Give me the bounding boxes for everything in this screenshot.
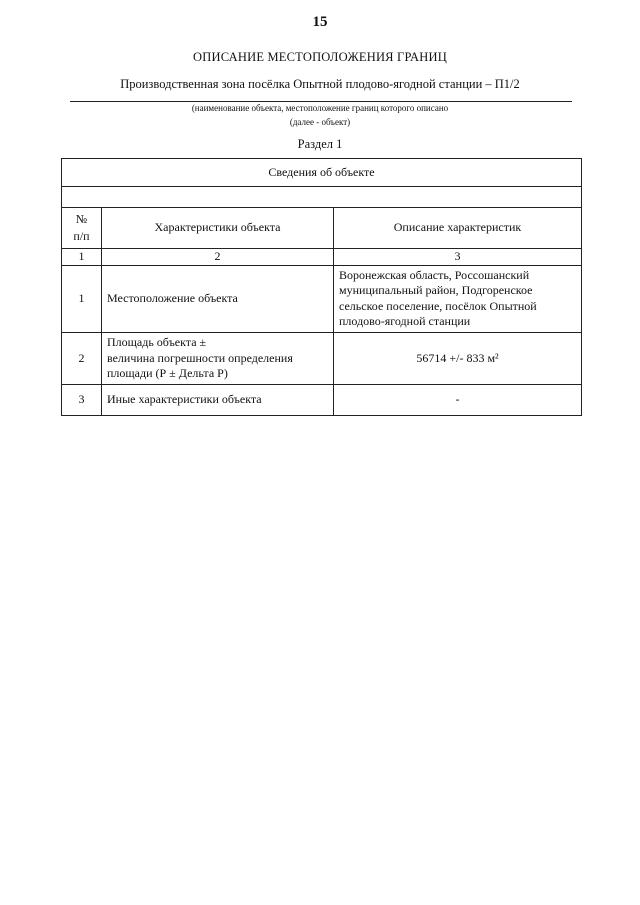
object-name-caption-2: (далее - объект) [289,117,351,127]
table-row [62,384,582,415]
row-description: - [334,384,582,415]
row-description: 56714 +/- 833 м² [334,332,582,384]
object-name-caption: (наименование объекта, местоположение границ которого описано [191,103,449,113]
underline-rule [70,101,572,102]
column-header-number: № п/п [62,208,102,249]
page-number: 15 [312,14,328,30]
row-characteristic: Местоположение объекта [102,265,334,332]
row-description: Воронежская область, Россошанский муниципальный район, Подгоренское сельское поселение, посёлок Опытной плодово-ягодной станции [334,265,582,332]
table-spacer [62,187,582,208]
row-number: 3 [62,384,102,415]
section-label: Раздел 1 [297,137,343,151]
table-row [62,332,582,384]
column-number: 3 [334,249,582,266]
row-number: 1 [62,265,102,332]
column-number-row [62,249,582,266]
row-characteristic: Иные характеристики объекта [102,384,334,415]
table-heading-row [62,159,582,187]
document-title: ОПИСАНИЕ МЕСТОПОЛОЖЕНИЯ ГРАНИЦ [193,50,447,64]
table-heading: Сведения об объекте [62,159,582,187]
column-number: 2 [102,249,334,266]
column-number: 1 [62,249,102,266]
table-header-row [62,208,582,249]
column-header-description: Описание характеристик [334,208,582,249]
table-spacer-row [62,187,582,208]
row-characteristic: Площадь объекта ± величина погрешности определения площади (Р ± Дельта Р) [102,332,334,384]
object-info-table [61,158,582,416]
object-name: Производственная зона посёлка Опытной плодово-ягодной станции – П1/2 [120,77,520,91]
row-number: 2 [62,332,102,384]
table-row [62,265,582,332]
column-header-characteristic: Характеристики объекта [102,208,334,249]
